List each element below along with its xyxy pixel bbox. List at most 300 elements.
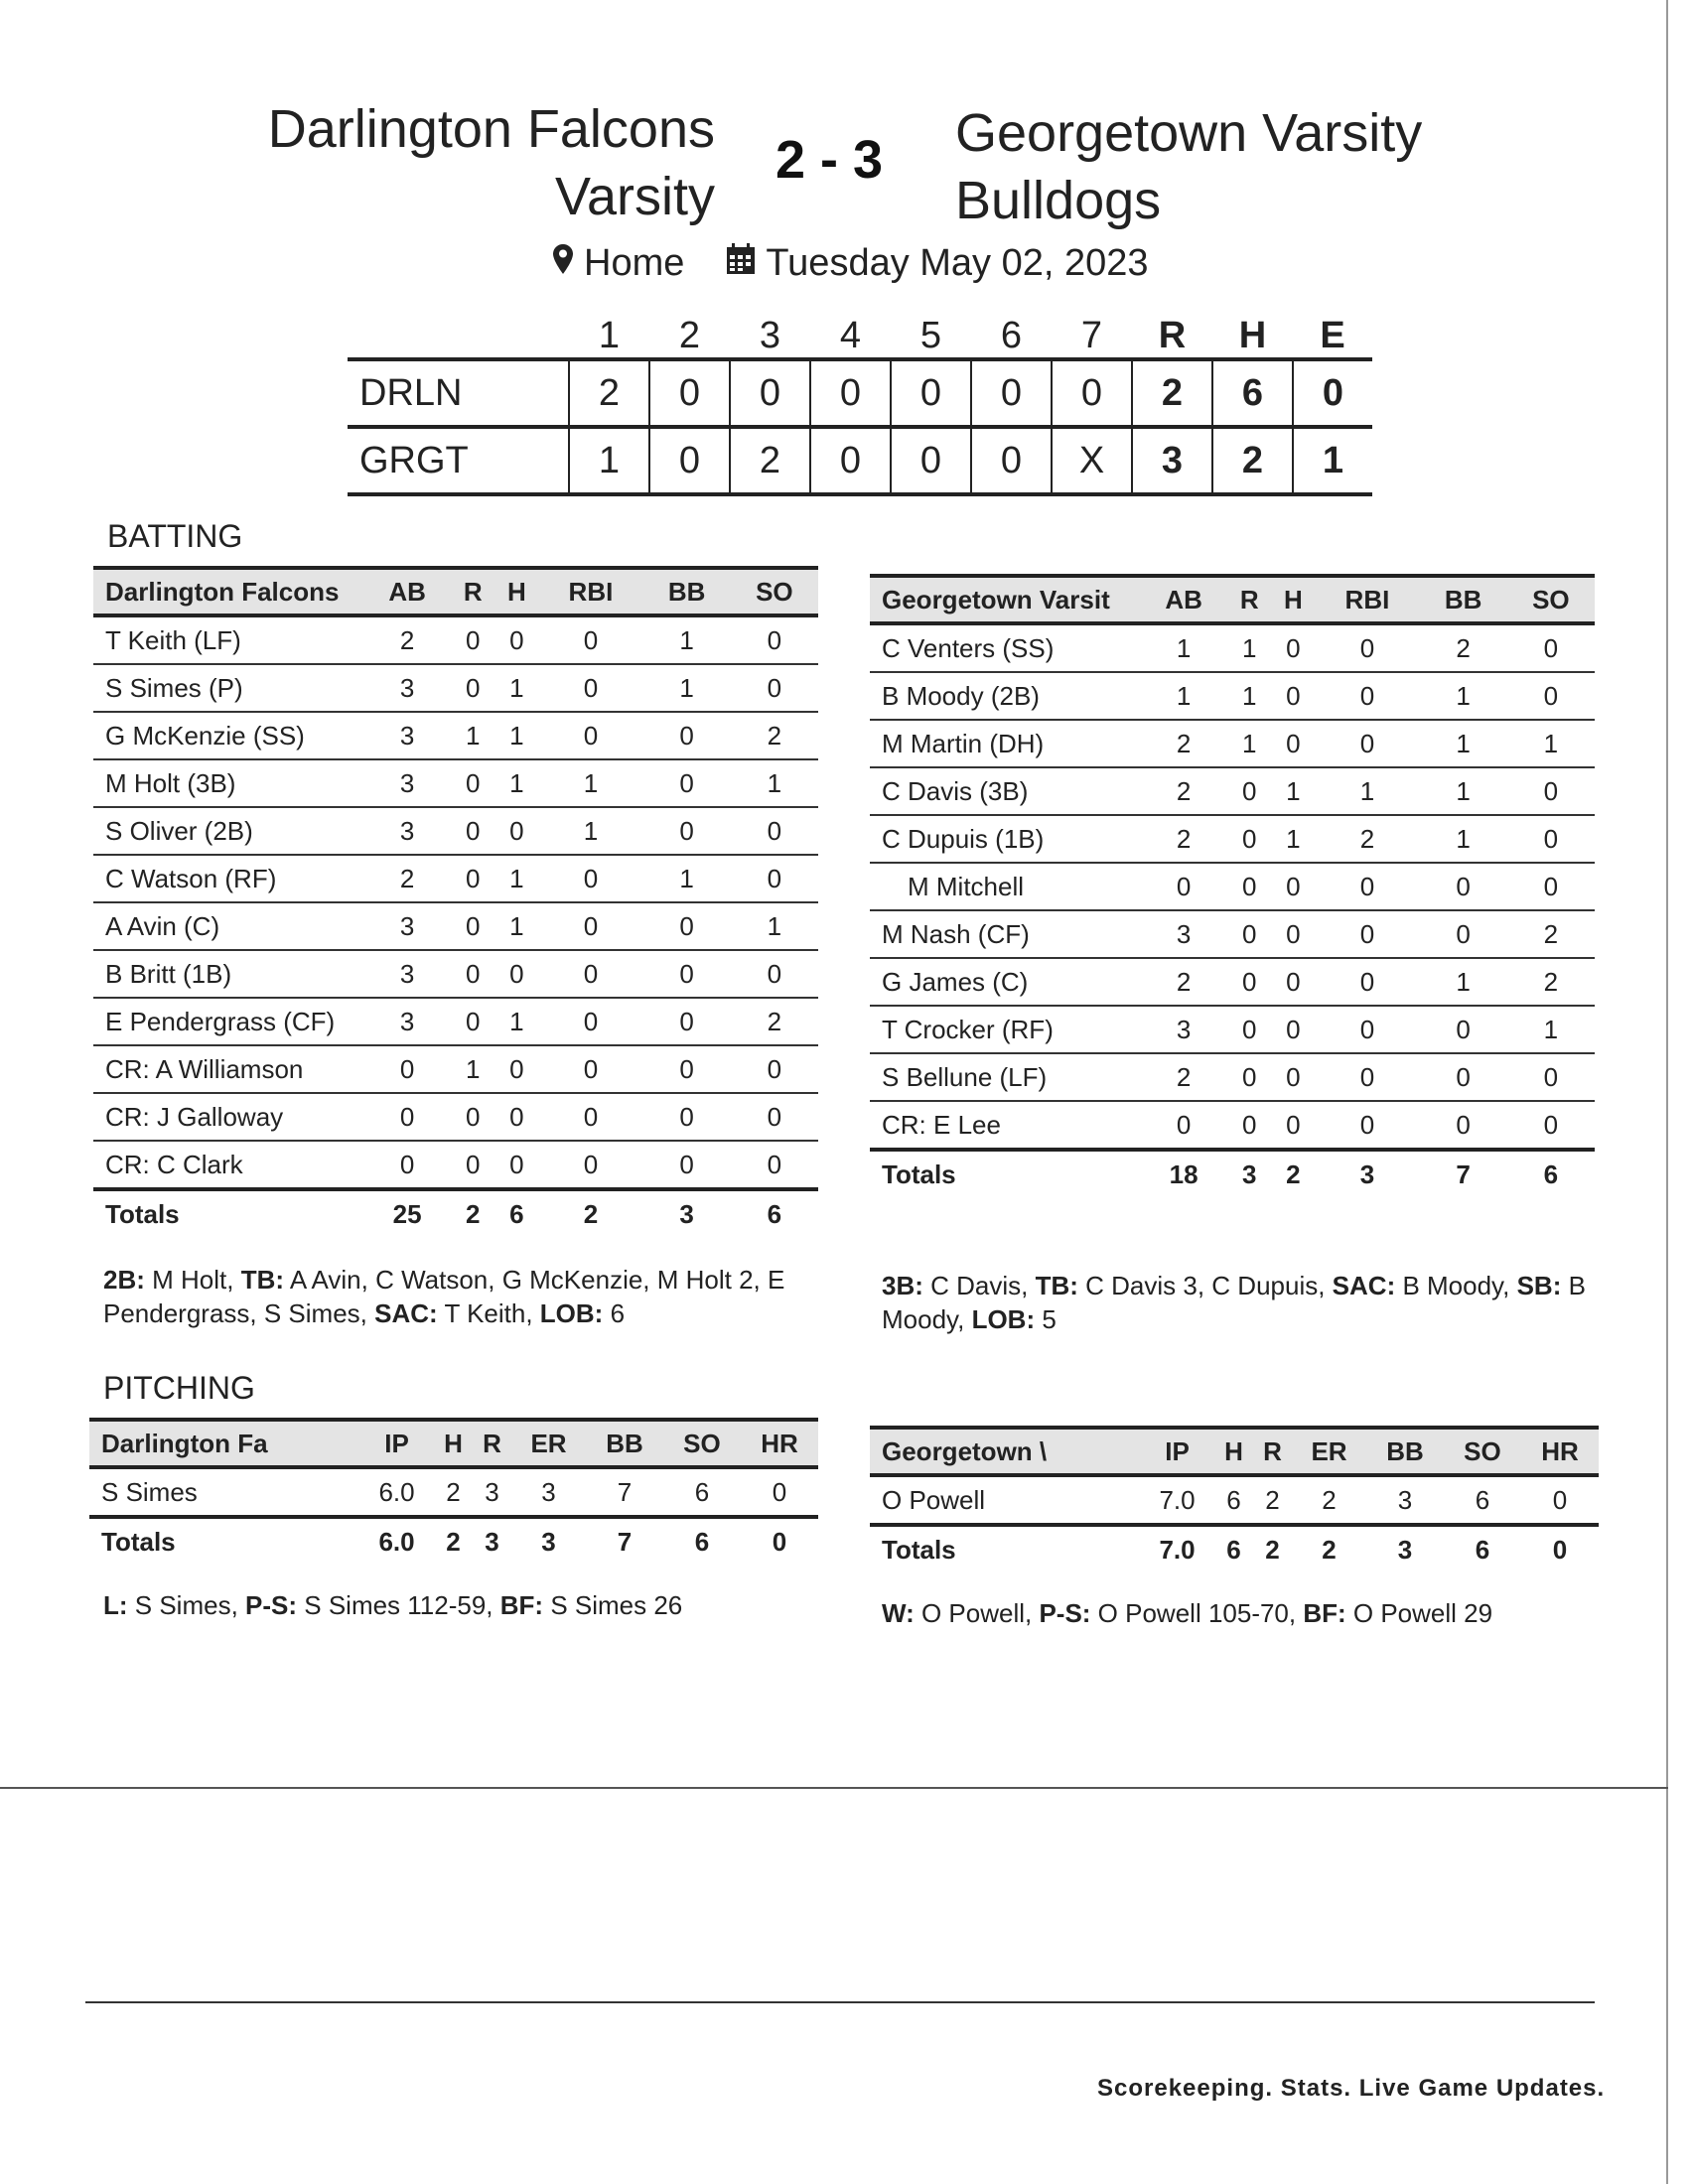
inning-header: 4: [839, 315, 862, 356]
table-row: [870, 1006, 1595, 1053]
stat-cell: 1: [1315, 767, 1419, 815]
stat-cell: 1: [1420, 815, 1507, 863]
totals-cell: 6: [494, 1189, 538, 1237]
stat-cell: 3: [363, 998, 451, 1045]
away-pitching-notes: [882, 1596, 1617, 1630]
stat-cell: 1: [1271, 815, 1315, 863]
stat-column-header: SO: [1464, 1435, 1501, 1466]
line-score-team: GRGT: [359, 439, 469, 481]
team-column-header: Georgetown \: [882, 1435, 1048, 1466]
stat-cell: 0: [643, 1141, 731, 1189]
stat-cell: 3: [1140, 1006, 1227, 1053]
stat-cell: 0: [643, 1045, 731, 1093]
stat-cell: 1: [451, 712, 494, 759]
totals-cell: 7.0: [1140, 1525, 1214, 1572]
inning-score: 0: [971, 359, 1052, 427]
totals-cell: 3: [1315, 1150, 1419, 1197]
stat-column-header: AB: [1165, 584, 1202, 614]
stat-column-header: ER: [1311, 1435, 1347, 1466]
page-edge-line: [1666, 0, 1668, 2184]
stat-column-header: BB: [667, 576, 706, 607]
pitching-section-title: PITCHING: [103, 1370, 255, 1406]
game-date: Tuesday May 02, 2023: [766, 242, 1149, 284]
stat-cell: 0: [1420, 1006, 1507, 1053]
note-text: B Moody,: [882, 1271, 1586, 1334]
stat-cell: 0: [1140, 863, 1227, 910]
totals-cell: 25: [363, 1189, 451, 1237]
stat-column-header: SO: [683, 1428, 721, 1458]
stat-cell: 0: [1507, 767, 1595, 815]
totals-row: [93, 1189, 818, 1237]
stat-column-header: R: [1263, 1435, 1282, 1466]
line-score-header: [348, 310, 1372, 359]
stat-cell: 1: [538, 807, 642, 855]
stat-cell: 2: [363, 855, 451, 902]
stat-column-header: IP: [384, 1428, 409, 1458]
inning-score: 0: [891, 359, 971, 427]
totals-cell: 6: [1507, 1150, 1595, 1197]
stat-cell: 6.0: [359, 1467, 434, 1517]
stat-column-header: HR: [761, 1428, 798, 1458]
final-score: 2 - 3: [775, 130, 884, 190]
player-name: C Watson (RF): [93, 855, 363, 902]
stat-cell: 1: [731, 759, 818, 807]
stat-cell: 2: [1140, 1053, 1227, 1101]
team-column-header: Darlington Falcons: [105, 576, 340, 607]
inning-header: 5: [919, 315, 942, 356]
note-text: S Simes,: [127, 1590, 246, 1620]
stat-cell: 0: [538, 1141, 642, 1189]
stat-cell: 0: [1271, 1006, 1315, 1053]
stat-cell: 0: [1227, 863, 1271, 910]
stat-cell: 0: [1271, 958, 1315, 1006]
table-row: [870, 863, 1595, 910]
stat-cell: 2: [1140, 720, 1227, 767]
stat-cell: 1: [1227, 672, 1271, 720]
player-name: S Oliver (2B): [93, 807, 363, 855]
note-text: T Keith,: [437, 1298, 540, 1328]
runs-total: 3: [1132, 427, 1212, 494]
table-row: [870, 1101, 1595, 1150]
note-text: A Avin, C Watson, G McKenzie, M Holt 2, E Pendergrass, S Simes,: [103, 1265, 785, 1328]
stat-cell: 0: [1507, 1101, 1595, 1150]
stat-column-header: IP: [1165, 1435, 1190, 1466]
stat-cell: 0: [538, 615, 642, 664]
stat-cell: 0: [451, 615, 494, 664]
stat-column-header: SO: [1532, 584, 1570, 614]
stat-cell: 0: [731, 855, 818, 902]
table-row: [870, 958, 1595, 1006]
player-name: S Bellune (LF): [870, 1053, 1140, 1101]
totals-cell: 3: [1227, 1150, 1271, 1197]
away-batting-notes: [882, 1269, 1597, 1336]
stat-cell: 3: [473, 1467, 511, 1517]
stat-cell: 3: [363, 712, 451, 759]
player-name: M Martin (DH): [870, 720, 1140, 767]
stat-column-header: H: [506, 576, 526, 607]
stat-cell: 2: [1507, 958, 1595, 1006]
stat-cell: 0: [451, 855, 494, 902]
player-name: M Holt (3B): [93, 759, 363, 807]
stat-cell: 1: [1507, 1006, 1595, 1053]
totals-cell: 6.0: [359, 1517, 434, 1565]
totals-cell: 7: [586, 1517, 663, 1565]
note-label: P-S:: [1039, 1598, 1091, 1628]
stat-cell: 0: [538, 950, 642, 998]
stat-column-header: BB: [1444, 584, 1482, 614]
stat-cell: 1: [494, 759, 538, 807]
note-label: LOB:: [539, 1298, 604, 1328]
inning-header: 1: [598, 315, 621, 356]
stat-cell: 0: [1315, 863, 1419, 910]
stat-cell: 1: [643, 664, 731, 712]
table-row: [89, 1467, 818, 1517]
stat-cell: 2: [1507, 910, 1595, 958]
table-row: [93, 615, 818, 664]
note-text: O Powell 29: [1345, 1598, 1493, 1628]
note-label: SB:: [1516, 1271, 1562, 1300]
table-header-row: [93, 568, 818, 615]
batting-section-title: BATTING: [107, 518, 243, 554]
inning-header: 3: [759, 315, 781, 356]
stat-cell: 0: [494, 615, 538, 664]
stat-cell: 0: [1315, 720, 1419, 767]
inning-score: 0: [730, 359, 810, 427]
stat-cell: 0: [1271, 1101, 1315, 1150]
stat-cell: 0: [451, 950, 494, 998]
stat-column-header: SO: [756, 576, 793, 607]
line-score-team: DRLN: [359, 371, 463, 414]
totals-label: Totals: [870, 1525, 1140, 1572]
map-pin-icon: [552, 242, 574, 285]
player-name: C Davis (3B): [870, 767, 1140, 815]
stat-column-header: BB: [606, 1428, 643, 1458]
footer-tagline: Scorekeeping. Stats. Live Game Updates.: [1097, 2075, 1606, 2102]
stat-cell: 0: [731, 1045, 818, 1093]
stat-column-header: R: [1239, 584, 1259, 614]
stat-cell: 1: [1227, 623, 1271, 672]
table-header-row: [870, 576, 1595, 623]
stat-cell: 0: [538, 1093, 642, 1141]
away-batting-table: [870, 574, 1595, 1197]
totals-label: Totals: [93, 1189, 363, 1237]
divider-line: [0, 1787, 1668, 1789]
stat-cell: 0: [731, 664, 818, 712]
stat-cell: 1: [1420, 958, 1507, 1006]
stat-cell: 1: [731, 902, 818, 950]
stat-cell: 1: [1140, 672, 1227, 720]
stat-cell: 0: [1315, 958, 1419, 1006]
totals-cell: 2: [1253, 1525, 1292, 1572]
table-row: [870, 767, 1595, 815]
line-score-row: [348, 359, 1372, 427]
totals-cell: 3: [511, 1517, 586, 1565]
totals-label: Totals: [89, 1517, 359, 1565]
note-label: L:: [103, 1590, 128, 1620]
stat-cell: 2: [1140, 958, 1227, 1006]
away-pitching-table: [870, 1426, 1599, 1572]
inning-header: 2: [678, 315, 701, 356]
home-batting-notes: [103, 1263, 818, 1330]
stat-cell: 0: [1271, 672, 1315, 720]
note-label: TB:: [240, 1265, 285, 1295]
totals-row: [89, 1517, 818, 1565]
totals-cell: 3: [643, 1189, 731, 1237]
player-name: CR: C Clark: [93, 1141, 363, 1189]
stat-cell: 0: [1420, 910, 1507, 958]
stat-cell: 0: [451, 998, 494, 1045]
stat-cell: 2: [731, 998, 818, 1045]
stat-cell: 1: [494, 855, 538, 902]
stat-cell: 1: [643, 615, 731, 664]
location-label: Home: [584, 242, 685, 284]
totals-cell: 6: [663, 1517, 741, 1565]
stat-cell: 0: [451, 1093, 494, 1141]
stat-cell: 1: [1140, 623, 1227, 672]
hits-total: 6: [1212, 359, 1293, 427]
stat-cell: 0: [643, 902, 731, 950]
stat-cell: 0: [643, 998, 731, 1045]
stat-cell: 0: [1271, 910, 1315, 958]
stat-cell: 0: [1315, 1101, 1419, 1150]
team-column-header: Georgetown Varsit: [882, 584, 1110, 614]
inning-score: 0: [649, 427, 730, 494]
inning-score: 0: [810, 427, 891, 494]
table-row: [93, 664, 818, 712]
calendar-icon: [726, 242, 756, 285]
inning-score: 0: [649, 359, 730, 427]
player-name: G McKenzie (SS): [93, 712, 363, 759]
player-name: A Avin (C): [93, 902, 363, 950]
stat-cell: 0: [1420, 1101, 1507, 1150]
away-team-name: Georgetown Varsity Bulldogs: [955, 103, 1423, 230]
stat-cell: 2: [1292, 1475, 1366, 1525]
stat-cell: 1: [451, 1045, 494, 1093]
stat-cell: 2: [1253, 1475, 1292, 1525]
stat-cell: 2: [1420, 623, 1507, 672]
stat-column-header: AB: [388, 576, 426, 607]
stat-cell: 0: [1271, 1053, 1315, 1101]
note-label: W:: [882, 1598, 915, 1628]
inning-score: 0: [810, 359, 891, 427]
stat-cell: 0: [538, 902, 642, 950]
inning-score: 0: [971, 427, 1052, 494]
home-team-name: Darlington Falcons Varsity: [267, 99, 715, 226]
totals-cell: 6: [731, 1189, 818, 1237]
table-row: [93, 998, 818, 1045]
stat-cell: 0: [1271, 623, 1315, 672]
stat-cell: 1: [1227, 720, 1271, 767]
stat-cell: 0: [1521, 1475, 1599, 1525]
stat-cell: 0: [451, 759, 494, 807]
stat-cell: 3: [363, 902, 451, 950]
stat-cell: 3: [363, 950, 451, 998]
stat-column-header: ER: [530, 1428, 567, 1458]
player-name: G James (C): [870, 958, 1140, 1006]
table-row: [870, 910, 1595, 958]
line-score-row: [348, 427, 1372, 494]
stat-cell: 0: [1507, 623, 1595, 672]
stat-cell: 0: [1507, 815, 1595, 863]
stat-cell: 3: [363, 759, 451, 807]
stat-cell: 1: [494, 712, 538, 759]
note-label: SAC:: [1332, 1271, 1396, 1300]
stat-cell: 0: [1315, 1006, 1419, 1053]
inning-score: 2: [569, 359, 649, 427]
stat-cell: 0: [1507, 1053, 1595, 1101]
stat-cell: 0: [1227, 1006, 1271, 1053]
stat-cell: 1: [1420, 767, 1507, 815]
stat-cell: 0: [363, 1093, 451, 1141]
note-text: S Simes 112-59,: [297, 1590, 500, 1620]
stat-cell: 2: [434, 1467, 473, 1517]
stat-cell: 1: [1507, 720, 1595, 767]
note-label: LOB:: [971, 1304, 1036, 1334]
stat-cell: 3: [363, 807, 451, 855]
player-name: T Keith (LF): [93, 615, 363, 664]
stat-cell: 0: [538, 855, 642, 902]
note-text: S Simes 26: [543, 1590, 683, 1620]
stat-cell: 0: [363, 1045, 451, 1093]
stat-cell: 0: [538, 1045, 642, 1093]
player-name: CR: A Williamson: [93, 1045, 363, 1093]
table-row: [870, 623, 1595, 672]
note-text: O Powell 105-70,: [1090, 1598, 1304, 1628]
note-text: C Davis 3, C Dupuis,: [1077, 1271, 1333, 1300]
errors-header: E: [1320, 315, 1345, 356]
stat-cell: 0: [731, 807, 818, 855]
note-label: 3B:: [882, 1271, 923, 1300]
player-name: M Nash (CF): [870, 910, 1140, 958]
note-label: BF:: [1303, 1598, 1346, 1628]
table-row: [93, 950, 818, 998]
totals-cell: 2: [538, 1189, 642, 1237]
table-row: [870, 720, 1595, 767]
stat-cell: 0: [643, 712, 731, 759]
player-name: M Mitchell: [870, 863, 1140, 910]
team-column-header: Darlington Fa: [101, 1428, 268, 1458]
home-batting-table: [93, 566, 818, 1237]
table-header-row: [870, 1428, 1599, 1475]
table-row: [870, 815, 1595, 863]
stat-cell: 0: [731, 615, 818, 664]
stat-cell: 0: [1420, 1053, 1507, 1101]
stat-cell: 3: [1140, 910, 1227, 958]
stat-cell: 0: [451, 807, 494, 855]
stat-cell: 0: [1227, 958, 1271, 1006]
table-row: [870, 672, 1595, 720]
table-row: [870, 1053, 1595, 1101]
stat-cell: 1: [1420, 672, 1507, 720]
player-name: B Britt (1B): [93, 950, 363, 998]
stat-cell: 0: [1420, 863, 1507, 910]
note-text: C Davis,: [922, 1271, 1036, 1300]
table-row: [870, 1475, 1599, 1525]
stat-cell: 0: [494, 1141, 538, 1189]
note-label: P-S:: [245, 1590, 298, 1620]
inning-score: 2: [730, 427, 810, 494]
totals-cell: 2: [451, 1189, 494, 1237]
stat-cell: 0: [741, 1467, 818, 1517]
inning-score: 1: [569, 427, 649, 494]
stat-cell: 0: [494, 1045, 538, 1093]
table-row: [93, 855, 818, 902]
stat-cell: 0: [363, 1141, 451, 1189]
stat-column-header: R: [483, 1428, 501, 1458]
stat-cell: 2: [1315, 815, 1419, 863]
stat-cell: 0: [1507, 863, 1595, 910]
totals-cell: 6: [1214, 1525, 1253, 1572]
stat-cell: 0: [1227, 815, 1271, 863]
note-text: 6: [603, 1298, 626, 1328]
totals-cell: 7: [1420, 1150, 1507, 1197]
stat-cell: 0: [643, 950, 731, 998]
player-name: E Pendergrass (CF): [93, 998, 363, 1045]
inning-score: 0: [1052, 359, 1132, 427]
inning-header: 7: [1080, 315, 1103, 356]
note-text: B Moody,: [1395, 1271, 1517, 1300]
stat-cell: 0: [1227, 910, 1271, 958]
stat-cell: 7: [586, 1467, 663, 1517]
stat-cell: 0: [1315, 623, 1419, 672]
stat-cell: 0: [1315, 1053, 1419, 1101]
stat-column-header: H: [1224, 1435, 1243, 1466]
stat-cell: 0: [1227, 1101, 1271, 1150]
stat-column-header: BB: [1386, 1435, 1424, 1466]
stat-cell: 0: [451, 664, 494, 712]
player-name: S Simes: [89, 1467, 359, 1517]
table-row: [93, 1045, 818, 1093]
note-label: BF:: [499, 1590, 544, 1620]
totals-cell: 3: [1366, 1525, 1444, 1572]
totals-cell: 2: [1271, 1150, 1315, 1197]
stat-column-header: R: [463, 576, 483, 607]
stat-cell: 0: [494, 807, 538, 855]
stat-cell: 1: [538, 759, 642, 807]
stat-column-header: H: [1283, 584, 1303, 614]
stat-cell: 0: [731, 950, 818, 998]
line-score-table: [348, 310, 1372, 496]
stat-cell: 0: [538, 998, 642, 1045]
player-name: CR: E Lee: [870, 1101, 1140, 1150]
stat-cell: 1: [494, 998, 538, 1045]
player-name: CR: J Galloway: [93, 1093, 363, 1141]
note-text: O Powell,: [914, 1598, 1040, 1628]
stat-cell: 0: [643, 759, 731, 807]
stat-cell: 0: [1271, 720, 1315, 767]
home-pitching-notes: [103, 1588, 818, 1622]
stat-column-header: HR: [1541, 1435, 1579, 1466]
stat-cell: 0: [1227, 767, 1271, 815]
note-label: TB:: [1035, 1271, 1078, 1300]
player-name: T Crocker (RF): [870, 1006, 1140, 1053]
inning-header: 6: [1000, 315, 1023, 356]
table-row: [93, 759, 818, 807]
inning-score: 0: [891, 427, 971, 494]
note-text: M Holt,: [144, 1265, 241, 1295]
stat-cell: 0: [643, 1093, 731, 1141]
stat-cell: 0: [1507, 672, 1595, 720]
stat-cell: 2: [731, 712, 818, 759]
note-label: SAC:: [374, 1298, 438, 1328]
stat-cell: 0: [538, 712, 642, 759]
player-name: C Venters (SS): [870, 623, 1140, 672]
table-row: [93, 902, 818, 950]
table-row: [93, 1141, 818, 1189]
stat-cell: 0: [1227, 1053, 1271, 1101]
stat-cell: 2: [1140, 767, 1227, 815]
stat-column-header: RBI: [1344, 584, 1390, 614]
